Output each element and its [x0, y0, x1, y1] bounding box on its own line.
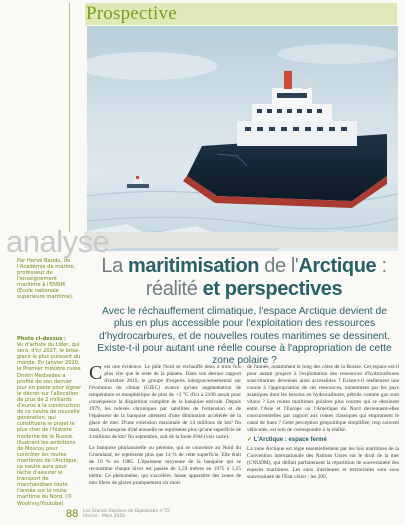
section-tab-label: analyse	[6, 224, 110, 259]
title-part: La	[101, 255, 128, 277]
article-lead: Avec le réchauffement climatique, l'espace Arctique devient de plus en plus accessible pour l'exploitation des ressources d'hydrocarbures, et de nouvelles routes maritimes se dessinent. Existe-t-il pour autant une réelle course à l'appropriation de cette zone polaire ?	[97, 306, 392, 367]
paragraph-text: est une évidence. Le pôle Nord se réchauffe deux à trois fois plus vite que le reste de la planète. Dans son dernier rapport d'octobre 2019, le groupe d'experts intergouvernemental sur l'évolution du climat (GIEC) avance qu'une augmentation de température et mouphérique de plus de +3 °C d'ici à 2100 aurait pour conséquence la disparition complète de la banquise estivale. Depuis 1979, les relevés chroniques par satellites de l'extension et de l'épaisseur de la banquise attestent d'une diminution accélérée de la glace de mer. D'une extension maximale de 14 millions de km² fin mars, la banquise d'été annuelle ne représente plus qu'une superficie de 4 millions de km² fin septembre, soit de la fonte d'été (voir carte).	[89, 364, 241, 441]
paragraph	[89, 364, 241, 442]
article-title	[88, 255, 400, 301]
author-byline: Par Hervé Baudu, de l'Académie de marine, professeur de l'enseignement maritime à l'ENSM (École nationale supérieure maritime).	[17, 258, 76, 300]
title-highlight: et	[202, 278, 220, 300]
title-part: réalité	[145, 278, 203, 300]
footer-line: Février - Mars 2020	[83, 514, 125, 519]
body-column-left	[89, 364, 241, 490]
title-highlight: Arctique	[298, 255, 377, 277]
paragraph: La banquise pluriannuelle ou pérenne, qui se concentre au Nord du Groenland, ne représente plus que 14 % de cette superficie. Elle était de 16 % en 1985. L'épaisseur moyenne de la banquise qui se reconstitue chaque hiver est passée de 3,59 mètres en 1975 à 1,25 mètre. Ce phénomène, qui s'accélère, laisse apparaître des zones de mer libres de glaces pratiquement six mois	[89, 444, 241, 486]
drop-cap: C	[89, 362, 103, 384]
footer-line: Les Grands Dossiers de Diplomatie n°55	[83, 509, 170, 514]
paragraph: de l'année, notamment le long des côtes de la Russie. Cet espace est-il pour autant propice à l'exploitation des ressources d'hydrocarbures sous-marines devenues ainsi accessibles ? Existe-t-il réellement une course à l'appropriation de ces ressources, notamment par les pays asiatiques dont les besoins en hydrocarbures, pétrole comme gaz sont vitaux ? Les routes maritimes polaires plus courtes qui se dessinent entre l'Asie et l'Europe ou l'Amérique du Nord deviennent-elles concurrentielles par rapport aux routes classiques qui empruntent le canal de Suez ? Cette perception géopolitique simplifiée, trop souvent véhiculée, est loin de correspondre à la réalité.	[247, 364, 399, 434]
title-part: :	[376, 255, 387, 277]
section-header-label: Prospective	[86, 3, 177, 24]
subheading	[247, 437, 399, 444]
footer-publication	[83, 509, 170, 519]
section-tab-bar	[84, 232, 398, 248]
photo-caption	[17, 336, 82, 507]
hero-image-icebreaker	[87, 26, 398, 251]
caption-label: Photo ci-dessus :	[17, 336, 67, 342]
title-highlight: maritimisation	[128, 255, 260, 277]
subheading-text: L'Arctique : espace fermé	[253, 437, 327, 444]
icebreaker-illustration	[87, 26, 398, 251]
caption-text: Vu d'artiste du Lider, qui sera, d'ici 2027, le brise-glace le plus puissant du monde. En janvier 2020, le Premier ministre russe Dmitri Medvedev a profité de son dernier jour en poste pour signer le décret sur l'allocation de plus de 2 milliards d'euros à la construction de ce navire de nouvelle génération, qui constituera le projet le plus cher de l'histoire moderne de la Russie. Illustrant les ambitions de Moscou pour contrôler les routes maritimes de l'Arctique, ce navire aura pour tâche d'assurer le transport de marchandises toute l'année sur la route maritime du Nord. (© Wootnny/Youtube)	[17, 342, 82, 507]
paragraph: La zone Arctique est régie essentiellement par les lois maritimes de la Convention internationale des Nations Unies sur le droit de la mer (CNUDM), qui définit parfaitement la répartition de souveraineté des espaces maritimes. Les eaux intérieures et territoriales sont sous souveraineté de l'État côtier ; les 200,	[247, 445, 399, 480]
title-part: de l'	[259, 255, 299, 277]
margin-rule	[69, 3, 70, 232]
title-highlight: perspectives	[224, 278, 343, 300]
body-column-right	[247, 364, 399, 484]
check-icon: ✓	[247, 437, 253, 444]
page-number: 88	[66, 508, 79, 520]
